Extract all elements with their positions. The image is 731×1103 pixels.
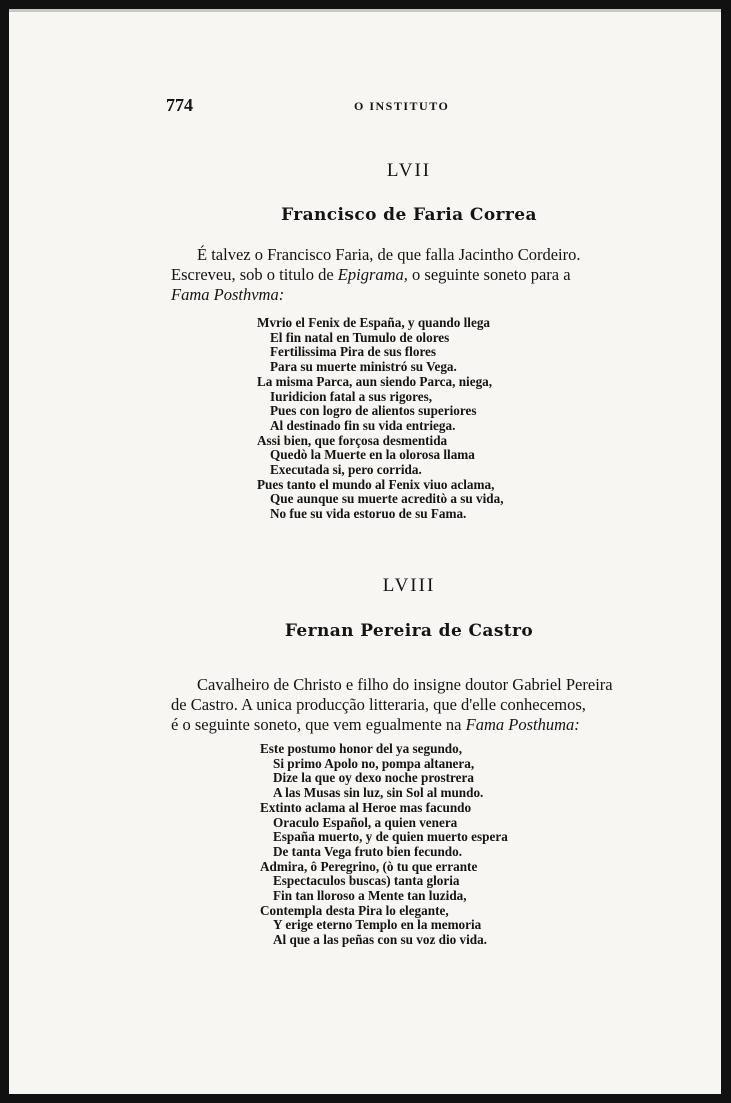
poem-line: El fin natal en Tumulo de olores: [270, 329, 450, 345]
poem-line: Assi bien, que forçosa desmentida: [257, 432, 448, 448]
section2-intro: [171, 675, 641, 735]
intro-line: é o seguinte soneto, que vem egualmente na: [171, 715, 466, 734]
sonnet-fenix: [257, 316, 504, 522]
poem-line: Executada si, pero corrida.: [270, 462, 422, 478]
poem-line: Quedò la Muerte en la olorosa llama: [270, 447, 475, 463]
poem-line: Fertilissima Pira de sus flores: [270, 344, 437, 360]
section-title-fernan: Fernan Pereira de Castro: [284, 621, 534, 641]
poem-line: Pues tanto el mundo al Fenix viuo aclama,: [257, 476, 495, 492]
scan-edge-shadow: [9, 9, 721, 12]
poem-line: Mvrio el Fenix de España, y quando llega: [257, 315, 491, 330]
poem-line: Si primo Apolo no, pompa altanera,: [273, 755, 475, 771]
poem-line: Iuridicion fatal a sus rigores,: [270, 388, 433, 404]
poem-line: Al destinado fin su vida entriega.: [270, 417, 456, 433]
poem-line: Contempla desta Pira lo elegante,: [260, 902, 449, 918]
intro-line: o seguinte soneto para a: [407, 265, 571, 284]
poem-line: Y erige eterno Templo en la memoria: [273, 917, 482, 933]
section-number-lvii: LVII: [386, 160, 432, 181]
poem-line: Pues con logro de alientos superiores: [270, 403, 477, 419]
poem-line: Dize la que oy dexo noche prostrera: [273, 770, 474, 786]
intro-line: É talvez o Francisco Faria, de que falla Jacintho Cordeiro.: [197, 245, 581, 264]
poem-line: De tanta Vega fruto bien fecundo.: [273, 843, 463, 859]
section-title-francisco: Francisco de Faria Correa: [281, 205, 537, 225]
poem-line: No fue su vida estoruo de su Fama.: [270, 506, 467, 522]
intro-line: Cavalheiro de Christo e filho do insigne doutor Gabriel Pereira: [197, 675, 613, 694]
poem-line: Este postumo honor del ya segundo,: [260, 741, 463, 756]
intro-emphasis: Epigrama,: [337, 265, 408, 284]
intro-line: Escreveu, sob o titulo de: [171, 265, 338, 284]
page-number: 774: [166, 95, 193, 115]
poem-line: Espectaculos buscas) tanta gloria: [273, 873, 460, 889]
poem-line: Para su muerte ministró su Vega.: [270, 359, 457, 375]
poem-line: Al que a las peñas con su voz dio vida.: [273, 932, 487, 948]
intro-emphasis: Fama Posthvma:: [171, 285, 285, 304]
book-page: [9, 9, 721, 1094]
poem-line: Extinto aclama al Heroe mas facundo: [260, 799, 472, 815]
poem-line: Oraculo Español, a quien venera: [273, 814, 458, 830]
intro-emphasis: Fama Posthuma:: [465, 715, 580, 734]
running-title: O INSTITUTO: [354, 99, 450, 113]
poem-line: España muerto, y de quien muerto espera: [273, 829, 508, 845]
section-number-lviii: LVIII: [382, 575, 436, 596]
section1-intro: [171, 245, 641, 305]
intro-line: de Castro. A unica producção litteraria, que d'elle conhecemos,: [171, 695, 586, 714]
poem-line: Que aunque su muerte acreditò a su vida,: [270, 491, 504, 507]
page-header: [9, 95, 721, 119]
poem-line: Fin tan lloroso a Mente tan luzida,: [273, 888, 467, 904]
poem-line: La misma Parca, aun siendo Parca, niega,: [257, 373, 493, 389]
poem-line: Admira, ô Peregrino, (ò tu que errante: [260, 858, 478, 874]
poem-line: A las Musas sin luz, sin Sol al mundo.: [273, 785, 484, 801]
sonnet-postumo: [260, 742, 508, 948]
